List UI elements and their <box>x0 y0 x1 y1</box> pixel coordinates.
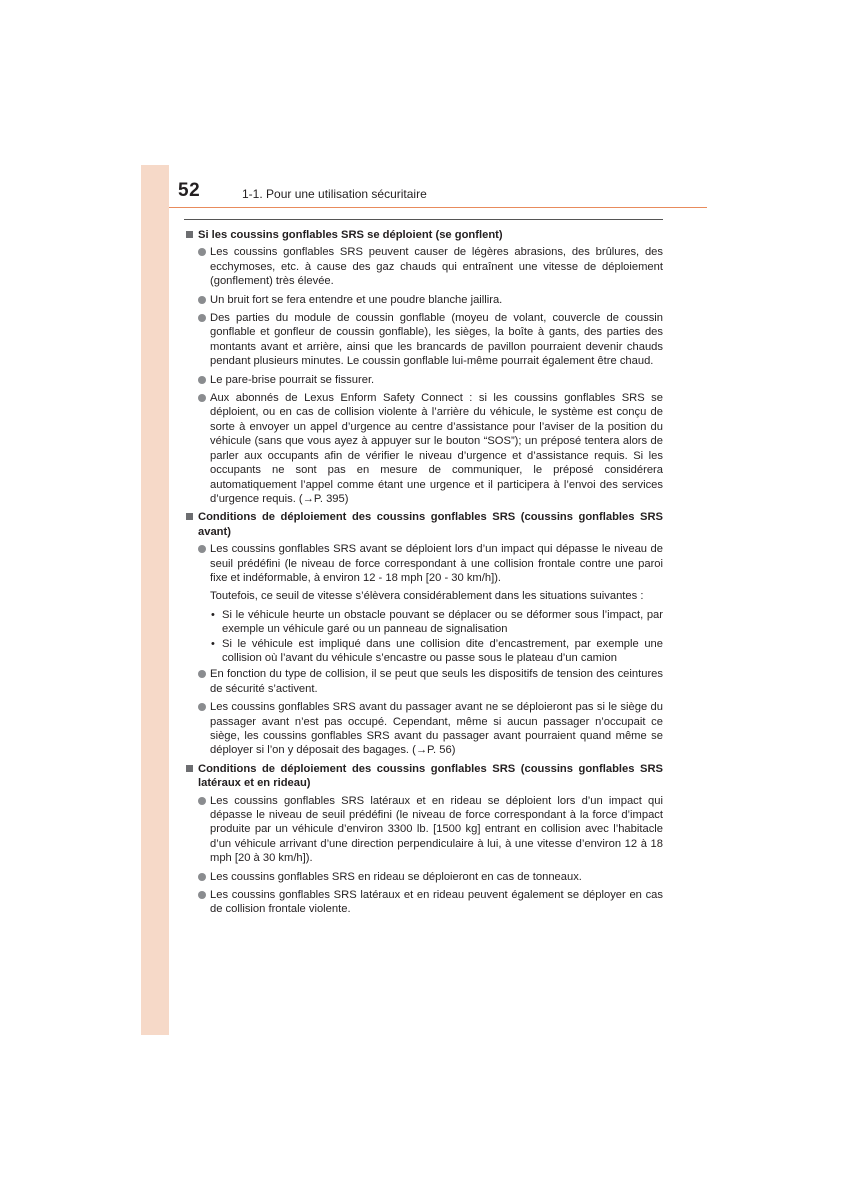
list-item: En fonction du type de collision, il se peut que seuls les dispositifs de tension des ceintures de sécurité s’activent. <box>185 667 663 696</box>
section-front-airbags <box>185 510 663 758</box>
paragraph: Toutefois, ce seuil de vitesse s’élèvera considérablement dans les situations suivantes : <box>210 590 644 603</box>
square-bullet-icon <box>186 765 193 772</box>
square-bullet-icon <box>186 231 193 238</box>
list-item: Les coussins gonflables SRS peuvent causer de légères abrasions, des brûlures, des ecchymoses, etc. à cause des gaz chauds qui entraînent une vitesse de déploiement (gonflement) très élevée. <box>185 245 663 288</box>
list-item: Les coussins gonflables SRS latéraux et en rideau se déploient lors d’un impact qui dépasse le niveau de seuil prédéfini (le niveau de force correspondant à la force d’impact produite par un véhicule d’environ 3300 lb. [1500 kg] entrant en collision avec l’habitacle d’un véhicule arrivant d’une direction perpendiculaire à lui, à une vitesse d’environ 12 à 18 mph [20 à 30 km/h]). <box>185 794 663 866</box>
list-item: Les coussins gonflables SRS avant se déploient lors d’un impact qui dépasse le niveau de seuil prédéfini (le niveau de force correspondant à une collision frontale contre une paroi fixe et indéformable, à environ 12 - 18 mph [20 - 30 km/h]). <box>185 542 663 585</box>
page-content <box>185 228 663 921</box>
square-bullet-icon <box>186 513 193 520</box>
dot-bullet-icon <box>198 703 206 711</box>
dot-bullet-icon <box>198 376 206 384</box>
list-item: Aux abonnés de Lexus Enform Safety Connect : si les coussins gonflables SRS se déploient, ou en cas de collision violente à l’arrière du véhicule, le système est conçu de sorte à envoyer un appel d’urgence au centre d’assistance pour l’aviser de la position du véhicule (sans que vous ayez à appuyer sur le bouton “SOS”); un préposé tentera alors de parler aux occupants afin de vérifier le niveau d’urgence et d’assistance requis. Si les occupants ne sont pas en mesure de communiquer, le préposé considérera automatiquement l’appel comme étant une urgence et il participera à l’envoi des services d’urgence requis. (→P. 395) <box>185 391 663 506</box>
list-item: Un bruit fort se fera entendre et une poudre blanche jaillira. <box>185 293 663 307</box>
section-side-curtain-airbags <box>185 762 663 917</box>
dot-bullet-icon <box>198 296 206 304</box>
page-header <box>0 0 848 230</box>
small-dot-icon: • <box>211 608 215 621</box>
list-item: Les coussins gonflables SRS en rideau se déploieront en cas de tonneaux. <box>185 870 663 884</box>
dot-bullet-icon <box>198 545 206 553</box>
list-item: Des parties du module de coussin gonflable (moyeu de volant, couvercle de coussin gonflable et gonfleur de coussin gonflable), les sièges, la boîte à gants, des parties des montants avant et arrière, ainsi que les brancards de pavillon pourraient devenir chauds pendant plusieurs minutes. Le coussin gonflable lui-même pourrait également être chaud. <box>185 311 663 369</box>
sub-list <box>185 608 663 666</box>
sub-list-item: • Si le véhicule heurte un obstacle pouvant se déplacer ou se déformer sous l’impact, par exemple un véhicule garé ou un panneau de signalisation <box>211 608 663 636</box>
section-title: 1-1. Pour une utilisation sécuritaire <box>242 187 427 201</box>
dot-bullet-icon <box>198 248 206 256</box>
list-item: Les coussins gonflables SRS avant du passager avant ne se déploieront pas si le siège du passager avant n’est pas occupé. Cependant, même si aucun passager n’occupait ce siège, les coussins gonflables SRS avant du passager avant pourraient quand même se déployer si l’on y déposait des bagages. (→P. 56) <box>185 700 663 758</box>
dot-bullet-icon <box>198 670 206 678</box>
list-item: Le pare-brise pourrait se fissurer. <box>185 373 663 387</box>
section-heading: Conditions de déploiement des coussins gonflables SRS (coussins gonflables SRS latéraux et en rideau) <box>185 762 663 791</box>
section-heading: Conditions de déploiement des coussins gonflables SRS (coussins gonflables SRS avant) <box>185 510 663 539</box>
dot-bullet-icon <box>198 797 206 805</box>
list-item: Les coussins gonflables SRS latéraux et en rideau peuvent également se déployer en cas de collision frontale violente. <box>185 888 663 917</box>
page-number: 52 <box>178 180 201 201</box>
dot-bullet-icon <box>198 314 206 322</box>
small-dot-icon: • <box>211 637 215 650</box>
dot-bullet-icon <box>198 891 206 899</box>
dot-bullet-icon <box>198 873 206 881</box>
dot-bullet-icon <box>198 394 206 402</box>
content-top-rule <box>184 219 663 220</box>
chapter-side-tab <box>141 165 169 1035</box>
header-rule <box>169 207 707 208</box>
section-heading: Si les coussins gonflables SRS se déploient (se gonflent) <box>185 228 663 242</box>
section-airbag-deploy <box>185 228 663 506</box>
sub-list-item: • Si le véhicule est impliqué dans une collision dite d’encastrement, par exemple une collision où l’avant du véhicule s’encastre ou passe sous le plateau d’un camion <box>211 637 663 664</box>
